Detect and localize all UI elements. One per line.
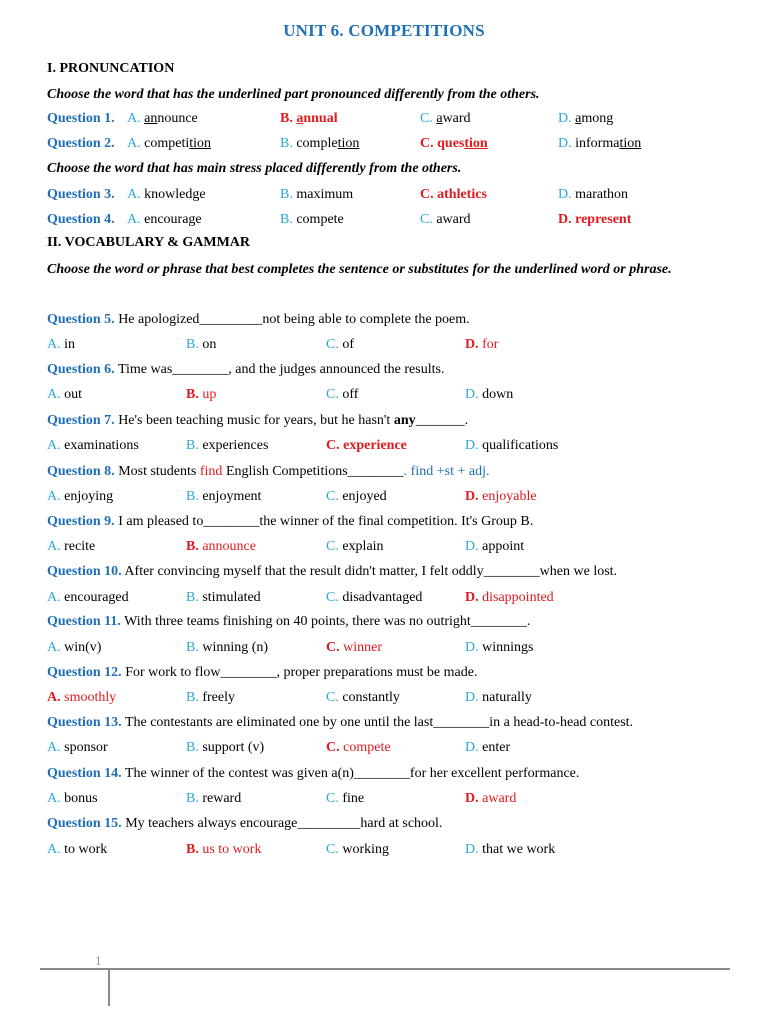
question-text: After convincing myself that the result didn't matter, I felt oddly________when we lost. [124,564,618,579]
option-c[interactable]: C. fine [326,791,365,806]
option-d[interactable]: D. appoint [465,539,525,554]
option-b[interactable]: B. support (v) [186,740,265,755]
question-7-stem: Question 7. He's been teaching music for years, but he hasn't any_______. [47,413,469,428]
question-label: Question 14. [47,766,122,781]
option-d[interactable]: D. enter [465,740,511,755]
question-1 [47,111,747,131]
question-4 [47,212,747,232]
option-a[interactable]: A. encourage [127,212,202,227]
question-text: For work to flow________, proper preparations must be made. [125,665,478,680]
question-text: The contestants are eliminated one by one until the last________in a head-to-head contest. [124,715,634,730]
option-a[interactable]: A. to work [47,842,108,857]
question-6-stem [47,362,747,382]
option-c[interactable]: C. award [420,111,471,126]
option-a[interactable]: A. competition [127,136,212,151]
option-b[interactable]: B. freely [186,690,235,705]
section-heading-pronunciation: I. PRONUNCATION [47,61,175,76]
question-11-options [47,640,747,660]
question-text: My teachers always encourage_________hard at school. [125,816,443,831]
question-text: He apologized_________not being able to complete the poem. [118,312,470,327]
option-d[interactable]: D. qualifications [465,438,559,453]
footer-tick-mark [108,968,110,1006]
option-a[interactable]: A. encouraged [47,590,129,605]
option-c-correct[interactable]: C. question [420,136,488,151]
option-d[interactable]: D. marathon [558,187,628,202]
option-b-correct[interactable]: B. announce [186,539,256,554]
page-title: UNIT 6. COMPETITIONS [283,21,485,40]
option-b-correct[interactable]: B. us to work [186,842,262,857]
question-label: Question 12. [47,665,122,680]
option-d[interactable]: D. that we work [465,842,556,857]
option-a[interactable]: A. out [47,387,83,402]
option-d-correct[interactable]: D. award [465,791,517,806]
option-d[interactable]: D. down [465,387,514,402]
instruction-pronunciation: Choose the word that has the underlined part pronounced differently from the others. [47,87,540,102]
question-5-stem [47,312,747,332]
question-6-options [47,387,747,407]
option-d-correct[interactable]: D. represent [558,212,632,227]
option-d-correct[interactable]: D. disappointed [465,590,554,605]
option-d[interactable]: D. information [558,136,642,151]
option-c[interactable]: C. off [326,387,359,402]
question-10-stem [47,564,747,584]
option-d[interactable]: D. among [558,111,614,126]
option-a[interactable]: A. sponsor [47,740,108,755]
option-b-correct[interactable]: B. up [186,387,217,402]
option-b[interactable]: B. compete [280,212,344,227]
question-3 [47,187,747,207]
question-9-stem [47,514,747,534]
option-d-correct[interactable]: D. for [465,337,499,352]
question-15-options [47,842,747,862]
question-text: I am pleased to________the winner of the final competition. It's Group B. [118,514,534,529]
option-b[interactable]: B. stimulated [186,590,261,605]
option-d-correct[interactable]: D. enjoyable [465,489,537,504]
option-a[interactable]: A. enjoying [47,489,114,504]
option-a[interactable]: A. bonus [47,791,98,806]
option-c[interactable]: C. working [326,842,390,857]
option-c-correct[interactable]: C. experience [326,438,407,453]
option-c[interactable]: C. of [326,337,355,352]
option-a[interactable]: A. knowledge [127,187,206,202]
option-b[interactable]: B. winning (n) [186,640,269,655]
grammar-note: . find +st + adj. [403,464,490,479]
option-b[interactable]: B. experiences [186,438,269,453]
option-c[interactable]: C. constantly [326,690,400,705]
option-c[interactable]: C. disadvantaged [326,590,423,605]
question-label: Question 2. [47,136,115,151]
option-b[interactable]: B. maximum [280,187,354,202]
question-8-stem: Question 8. Most students find English Competitions________. find +st + adj. [47,464,490,479]
question-7-options [47,438,747,458]
instruction-vocabulary: Choose the word or phrase that best completes the sentence or substitutes for the underlined word or phrase. [47,262,672,277]
option-b[interactable]: B. completion [280,136,360,151]
question-text: The winner of the contest was given a(n)________for her excellent performance. [124,766,580,781]
option-a[interactable]: A. recite [47,539,96,554]
question-8-options [47,489,747,509]
question-label: Question 8. [47,464,115,479]
option-a[interactable]: A. examinations [47,438,139,453]
question-text: With three teams finishing on 40 points, there was no outright________. [124,614,531,629]
question-14-stem [47,766,747,786]
option-b[interactable]: B. reward [186,791,242,806]
option-c[interactable]: C. award [420,212,471,227]
question-text: Time was________, and the judges announced the results. [117,362,445,377]
instruction-stress: Choose the word that has main stress placed differently from the others. [47,161,462,176]
question-label: Question 7. [47,413,115,428]
question-14-options [47,791,747,811]
question-label: Question 4. [47,212,115,227]
question-2 [47,136,747,156]
question-label: Question 6. [47,362,115,377]
option-d[interactable]: D. winnings [465,640,534,655]
option-a-correct[interactable]: A. smoothly [47,690,117,705]
option-c[interactable]: C. explain [326,539,384,554]
question-13-stem [47,715,747,735]
question-label: Question 9. [47,514,115,529]
option-b[interactable]: B. enjoyment [186,489,262,504]
option-a[interactable]: A. in [47,337,76,352]
question-5-options [47,337,747,357]
option-d[interactable]: D. naturally [465,690,532,705]
question-label: Question 1. [47,111,115,126]
question-9-options [47,539,747,559]
section-heading-vocabulary: II. VOCABULARY & GAMMAR [47,235,250,250]
question-label: Question 15. [47,816,122,831]
question-label: Question 5. [47,312,115,327]
question-12-stem [47,665,747,685]
question-11-stem [47,614,747,634]
question-15-stem [47,816,747,836]
option-c[interactable]: C. enjoyed [326,489,387,504]
option-c-correct[interactable]: C. compete [326,740,391,755]
question-label: Question 13. [47,715,122,730]
option-a[interactable]: A. win(v) [47,640,102,655]
option-a[interactable]: A. announce [127,111,198,126]
option-b[interactable]: B. on [186,337,217,352]
question-label: Question 11. [47,614,121,629]
footer-divider [40,968,730,970]
question-label: Question 10. [47,564,122,579]
option-c-correct[interactable]: C. winner [326,640,383,655]
question-label: Question 3. [47,187,115,202]
question-13-options [47,740,747,760]
option-b-correct[interactable]: B. annual [280,111,338,126]
page-number: 1 [95,953,102,968]
question-10-options [47,590,747,610]
option-c-correct[interactable]: C. athletics [420,187,487,202]
question-12-options [47,690,747,710]
